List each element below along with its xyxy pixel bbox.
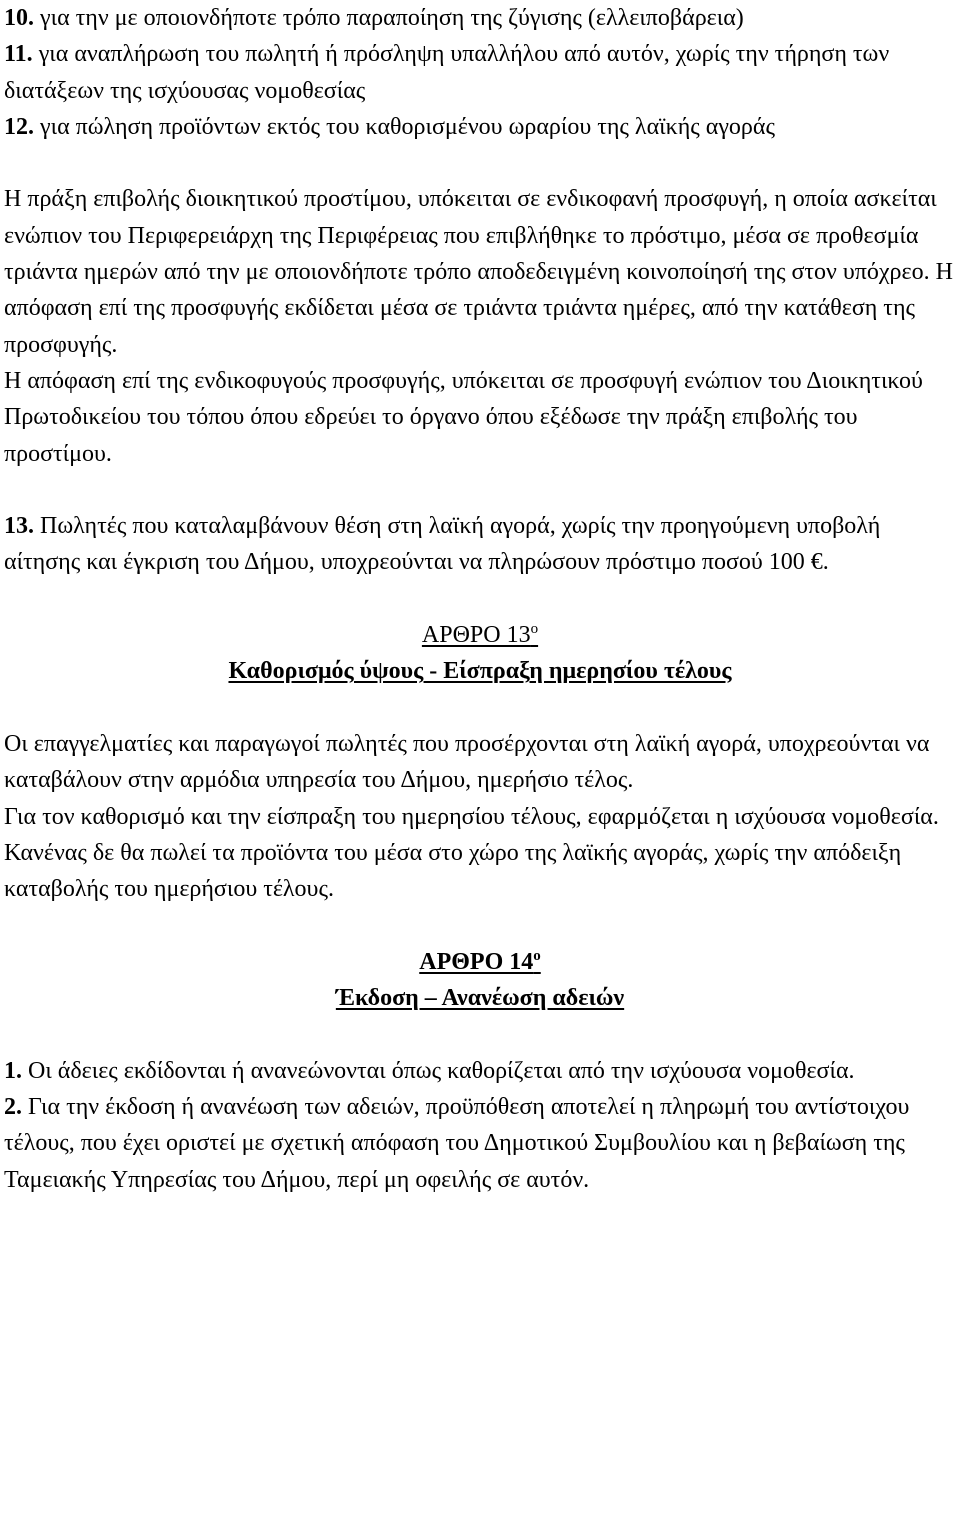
appeal-court-paragraph: Η απόφαση επί της ενδικοφυγούς προσφυγής, υπόκειται σε προσφυγή ενώπιον του Διοικητικού Πρωτοδικείου του τόπου όπου εδρεύει το όργανο όπου εξέδωσε την πράξη επιβολής του προστίμου.: [4, 367, 923, 467]
article-heading: [4, 617, 956, 653]
article-title-line: [4, 653, 956, 689]
item-number: 1.: [4, 1057, 22, 1084]
article-13: [4, 617, 956, 907]
spacer: [4, 690, 956, 726]
spacer: [4, 907, 956, 943]
article-title: Καθορισμός ύψους - Είσπραξη ημερησίου τέλους: [228, 658, 732, 685]
spacer: [4, 472, 956, 508]
list-item: [4, 1053, 956, 1089]
item-number: 12.: [4, 113, 34, 140]
list-item: [4, 508, 956, 581]
item-text: Οι άδειες εκδίδονται ή ανανεώνονται όπως καθορίζεται από την ισχύουσα νομοθεσία.: [28, 1057, 855, 1084]
list-item: [4, 1089, 956, 1198]
article-ordinal: ο: [530, 621, 539, 638]
item-text: για αναπλήρωση του πωλητή ή πρόσληψη υπαλλήλου από αυτόν, χωρίς την τήρηση των διατάξεων της ισχύουσας νομοθεσίας: [4, 41, 890, 104]
article-ordinal: ο: [533, 947, 541, 964]
item-number: 13.: [4, 513, 34, 540]
article-paragraph: Για τον καθορισμό και την είσπραξη του ημερησίου τέλους, εφαρμόζεται η ισχύουσα νομοθεσία.: [4, 803, 939, 830]
article-title: Έκδοση – Ανανέωση αδειών: [335, 985, 625, 1012]
item-text: Για την έκδοση ή ανανέωση των αδειών, προϋπόθεση αποτελεί η πληρωμή του αντίστοιχου τέλους, που έχει οριστεί με σχετική απόφαση του Δημοτικού Συμβουλίου και η βεβαίωση της Ταμειακής Υπηρεσίας του Δήμου, περί μη οφειλής σε αυτόν.: [4, 1093, 910, 1193]
item-text: για την με οποιονδήποτε τρόπο παραποίηση της ζύγισης (ελλειποβάρεια): [40, 5, 744, 31]
item-number: 10.: [4, 5, 34, 31]
item-number: 2.: [4, 1093, 22, 1120]
penalty-list: [4, 0, 956, 145]
article-paragraph: Κανένας δε θα πωλεί τα προϊόντα του μέσα στο χώρο της λαϊκής αγοράς, χωρίς την απόδειξη καταβολής του ημερήσιου τέλους.: [4, 839, 902, 903]
item-text: για πώληση προϊόντων εκτός του καθορισμένου ωραρίου της λαϊκής αγοράς: [40, 113, 775, 140]
article-14: [4, 944, 956, 1198]
article-label: ΑΡΘΡΟ 14: [419, 948, 534, 975]
spacer: [4, 1016, 956, 1052]
spacer: [4, 145, 956, 181]
article-heading: [4, 944, 956, 980]
list-item: [4, 0, 956, 36]
article-title-line: [4, 980, 956, 1016]
list-item: [4, 109, 956, 145]
article-label: ΑΡΘΡΟ 13: [421, 622, 531, 649]
spacer: [4, 581, 956, 617]
item-number: 11.: [4, 41, 33, 68]
appeal-paragraph: Η πράξη επιβολής διοικητικού προστίμου, υπόκειται σε ενδικοφανή προσφυγή, η οποία ασκείται ενώπιον του Περιφερειάρχη της Περιφέρειας που επιβλήθηκε το πρόστιμο, μέσα σε προθεσμία τριάντα ημερών από την με οποιονδήποτε τρόπο αποδεδειγμένη κοινοποίησή της στον υπόχρεο. Η απόφαση επί της προσφυγής εκδίδεται μέσα σε τριάντα τριάντα ημέρες, από την κατάθεση της προσφυγής.: [4, 186, 953, 358]
list-item: [4, 36, 956, 109]
article-paragraph: Οι επαγγελματίες και παραγωγοί πωλητές που προσέρχονται στη λαϊκή αγορά, υποχρεούνται να καταβάλουν στην αρμόδια υπηρεσία του Δήμου, ημερήσιο τέλος.: [4, 730, 930, 794]
item-text: Πωλητές που καταλαμβάνουν θέση στη λαϊκή αγορά, χωρίς την προηγούμενη υποβολή αίτησης και έγκριση του Δήμου, υποχρεούνται να πληρώσουν πρόστιμο ποσού 100 €.: [4, 513, 881, 576]
